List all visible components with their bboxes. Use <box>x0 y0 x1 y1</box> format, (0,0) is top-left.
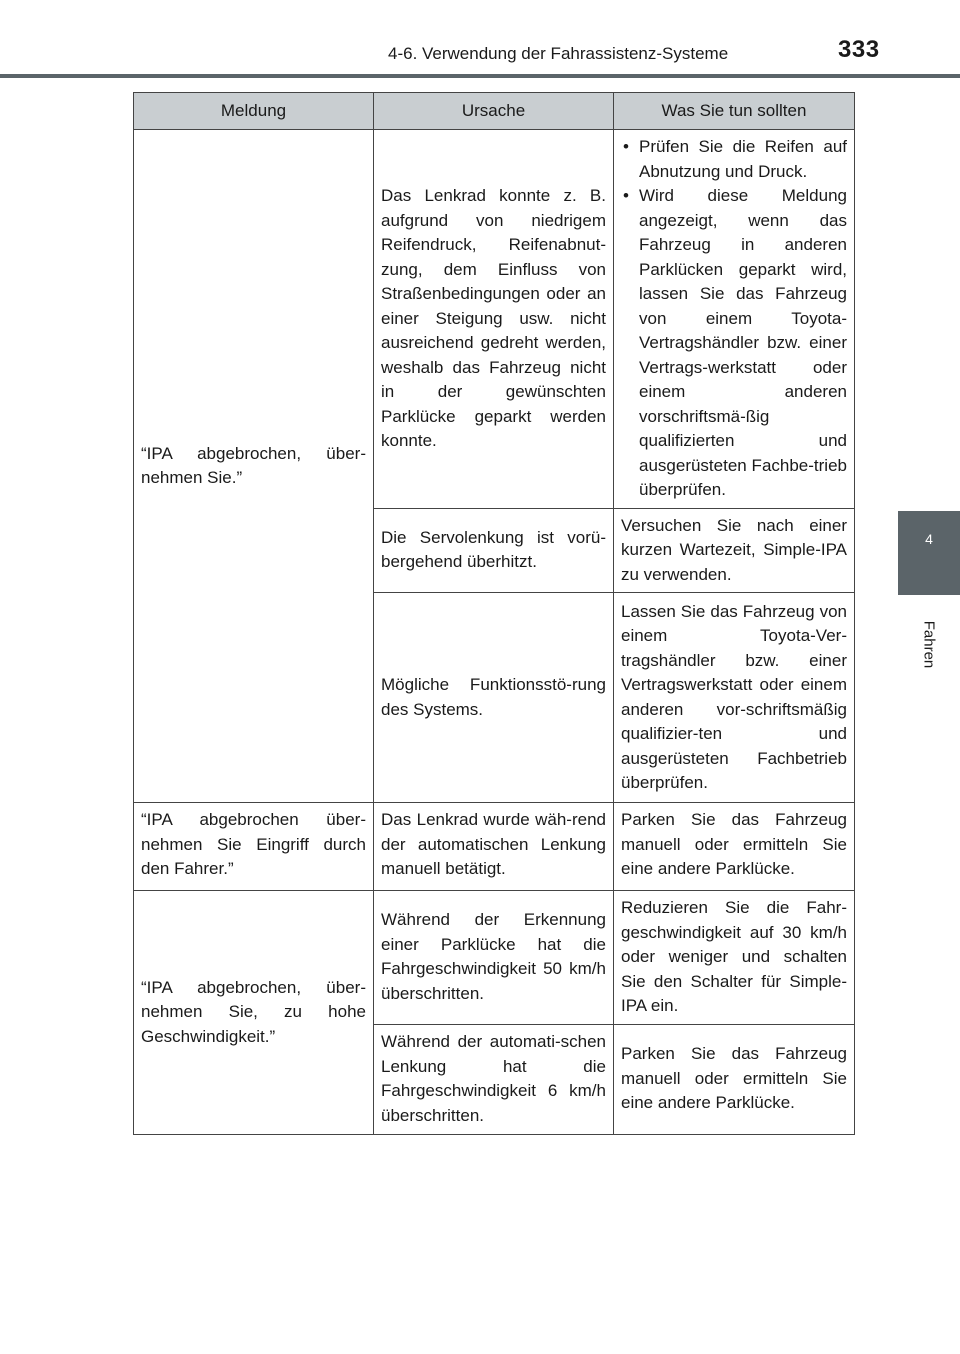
action-cell: Reduzieren Sie die Fahr-geschwindigkeit auf 30 km/h oder weniger und schalten Sie den Schalter für Simple-IPA ein. <box>614 891 855 1025</box>
table-row <box>134 803 855 891</box>
cause-cell: Das Lenkrad wurde wäh-rend der automatischen Lenkung manuell betätigt. <box>374 803 614 891</box>
cause-cell: Mögliche Funktionsstö-rung des Systems. <box>374 593 614 803</box>
message-table <box>133 92 855 1135</box>
action-cell: Parken Sie das Fahrzeug manuell oder ermitteln Sie eine andere Parklücke. <box>614 1024 855 1134</box>
cause-cell: Das Lenkrad konnte z. B. aufgrund von niedrigem Reifendruck, Reifenabnut-zung, dem Einfluss von Straßenbedingungen oder an einer Steigung usw. nicht ausreichend gedreht werden, weshalb das Fahrzeug nicht in der gewünschten Parklücke geparkt werden konnte. <box>374 130 614 509</box>
message-cell: “IPA abgebrochen, über-nehmen Sie, zu hohe Geschwindigkeit.” <box>134 891 374 1135</box>
header-rule <box>0 74 960 78</box>
table-row <box>134 130 855 509</box>
message-cell: “IPA abgebrochen über-nehmen Sie Eingriff durch den Fahrer.” <box>134 803 374 891</box>
cause-cell: Während der Erkennung einer Parklücke hat die Fahrgeschwindigkeit 50 km/h überschritten. <box>374 891 614 1025</box>
action-cell: Lassen Sie das Fahrzeug von einem Toyota-Ver-tragshändler bzw. einer Vertragswerkstatt oder einem anderen vor-schriftsmäßig qualifizier-ten und ausgerüsteten Fachbetrieb überprüfen. <box>614 593 855 803</box>
cause-cell: Die Servolenkung ist vorü-bergehend überhitzt. <box>374 508 614 593</box>
message-cell: “IPA abgebrochen, über-nehmen Sie.” <box>134 130 374 803</box>
section-title: 4-6. Verwendung der Fahrassistenz-Systeme <box>388 44 729 63</box>
table-row <box>134 891 855 1025</box>
page-number: 333 <box>838 36 880 63</box>
action-cell: Parken Sie das Fahrzeug manuell oder ermitteln Sie eine andere Parklücke. <box>614 803 855 891</box>
cause-cell: Während der automati-schen Lenkung hat die Fahrgeschwindigkeit 6 km/h überschritten. <box>374 1024 614 1134</box>
action-cell: Versuchen Sie nach einer kurzen Wartezeit, Simple-IPA zu verwenden. <box>614 508 855 593</box>
chapter-label: Fahren <box>920 620 938 669</box>
table-header-row <box>134 93 855 130</box>
list-item: • Wird diese Meldung angezeigt, wenn das Fahrzeug in anderen Parklücken geparkt wird, lassen Sie das Fahrzeug von einem Toyota-Vertragshändler bzw. einer Vertrags-werkstatt oder einem anderen vorschriftsmä-ßig qualifizierten und ausgerüsteten Fachbe-trieb überprüfen. <box>621 184 847 503</box>
action-bullet-list <box>621 135 847 503</box>
action-cell <box>614 130 855 509</box>
column-header-meldung: Meldung <box>134 93 374 130</box>
chapter-number: 4 <box>925 531 933 547</box>
column-header-ursache: Ursache <box>374 93 614 130</box>
column-header-massnahme: Was Sie tun sollten <box>614 93 855 130</box>
list-item: • Prüfen Sie die Reifen auf Abnutzung und Druck. <box>621 135 847 184</box>
chapter-tab <box>898 511 960 595</box>
